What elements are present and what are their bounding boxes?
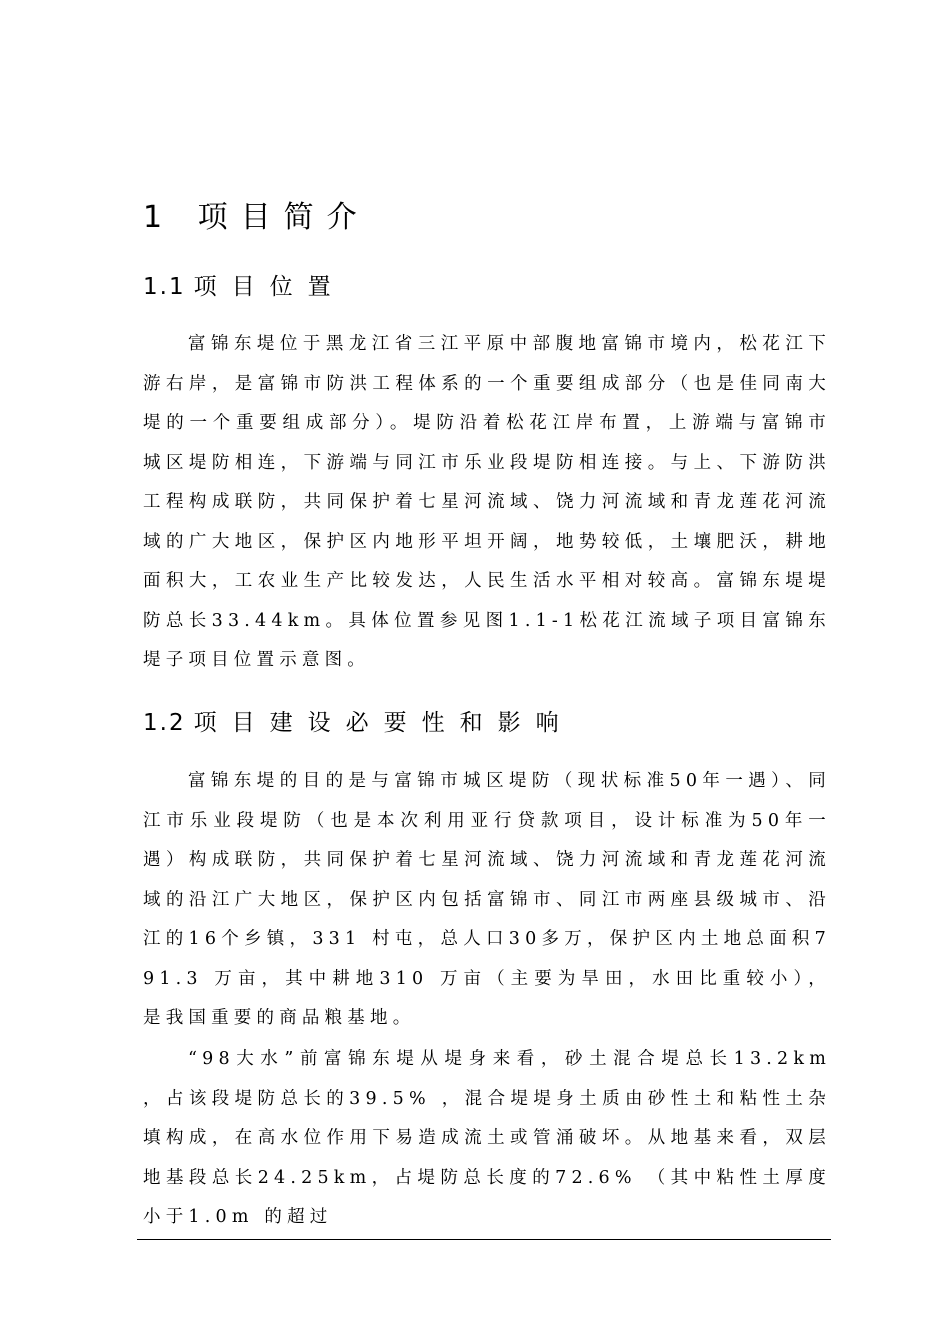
chapter-title: 1 项目简介 — [143, 200, 370, 235]
section-title-text: 项目建设必要性和影响 — [193, 710, 574, 736]
section-heading-project-necessity — [143, 706, 574, 740]
paragraph-project-location: 富锦东堤位于黑龙江省三江平原中部腹地富锦市境内，松花江下游右岸，是富锦市防洪工程体系的一个重要组成部分（也是佳同南大堤的一个重要组成部分）。堤防沿着松花江岸布置，上游端与富锦市城区堤防相连，下游端与同江市乐业段堤防相连接。与上、下游防洪工程构成联防，共同保护着七星河流域、饶力河流域和青龙莲花河流域的广大地区，保护区内地形平坦开阔，地势较低，土壤肥沃，耕地面积大，工农业生产比较发达，人民生活水平相对较高。富锦东堤堤防总长33.44km。具体位置参见图1.1-1松花江流域子项目富锦东堤子项目位置示意图。 — [143, 334, 831, 670]
section-number: 1.2 — [143, 710, 186, 736]
paragraph-dike-condition: “98大水”前富锦东堤从堤身来看，砂土混合堤总长13.2km ，占该段堤防总长的39.5% ，混合堤堤身土质由砂性土和粘性土杂填构成，在高水位作用下易造成流土或管涌破坏。从地基来看，双层地基段总长24.25km，占堤防总长度的72.6% （其中粘性土厚度小于1.0m 的超过 — [143, 1049, 831, 1227]
section-title-text: 项目位置 — [193, 274, 346, 300]
paragraph-protection-area: 富锦东堤的目的是与富锦市城区堤防（现状标准50年一遇）、同江市乐业段堤防（也是本次利用亚行贷款项目，设计标准为50年一遇）构成联防，共同保护着七星河流域、饶力河流域和青龙莲花河流域的沿江广大地区，保护区内包括富锦市、同江市两座县级城市、沿江的16个乡镇，331 村屯，总人口30多万，保护区内土地总面积791.3 万亩，其中耕地310 万亩（主要为旱田，水田比重较小），是我国重要的商品粮基地。 — [143, 771, 831, 1028]
footer-divider — [137, 1239, 831, 1240]
section-number: 1.1 — [143, 274, 186, 300]
section-heading-project-location — [143, 270, 346, 304]
